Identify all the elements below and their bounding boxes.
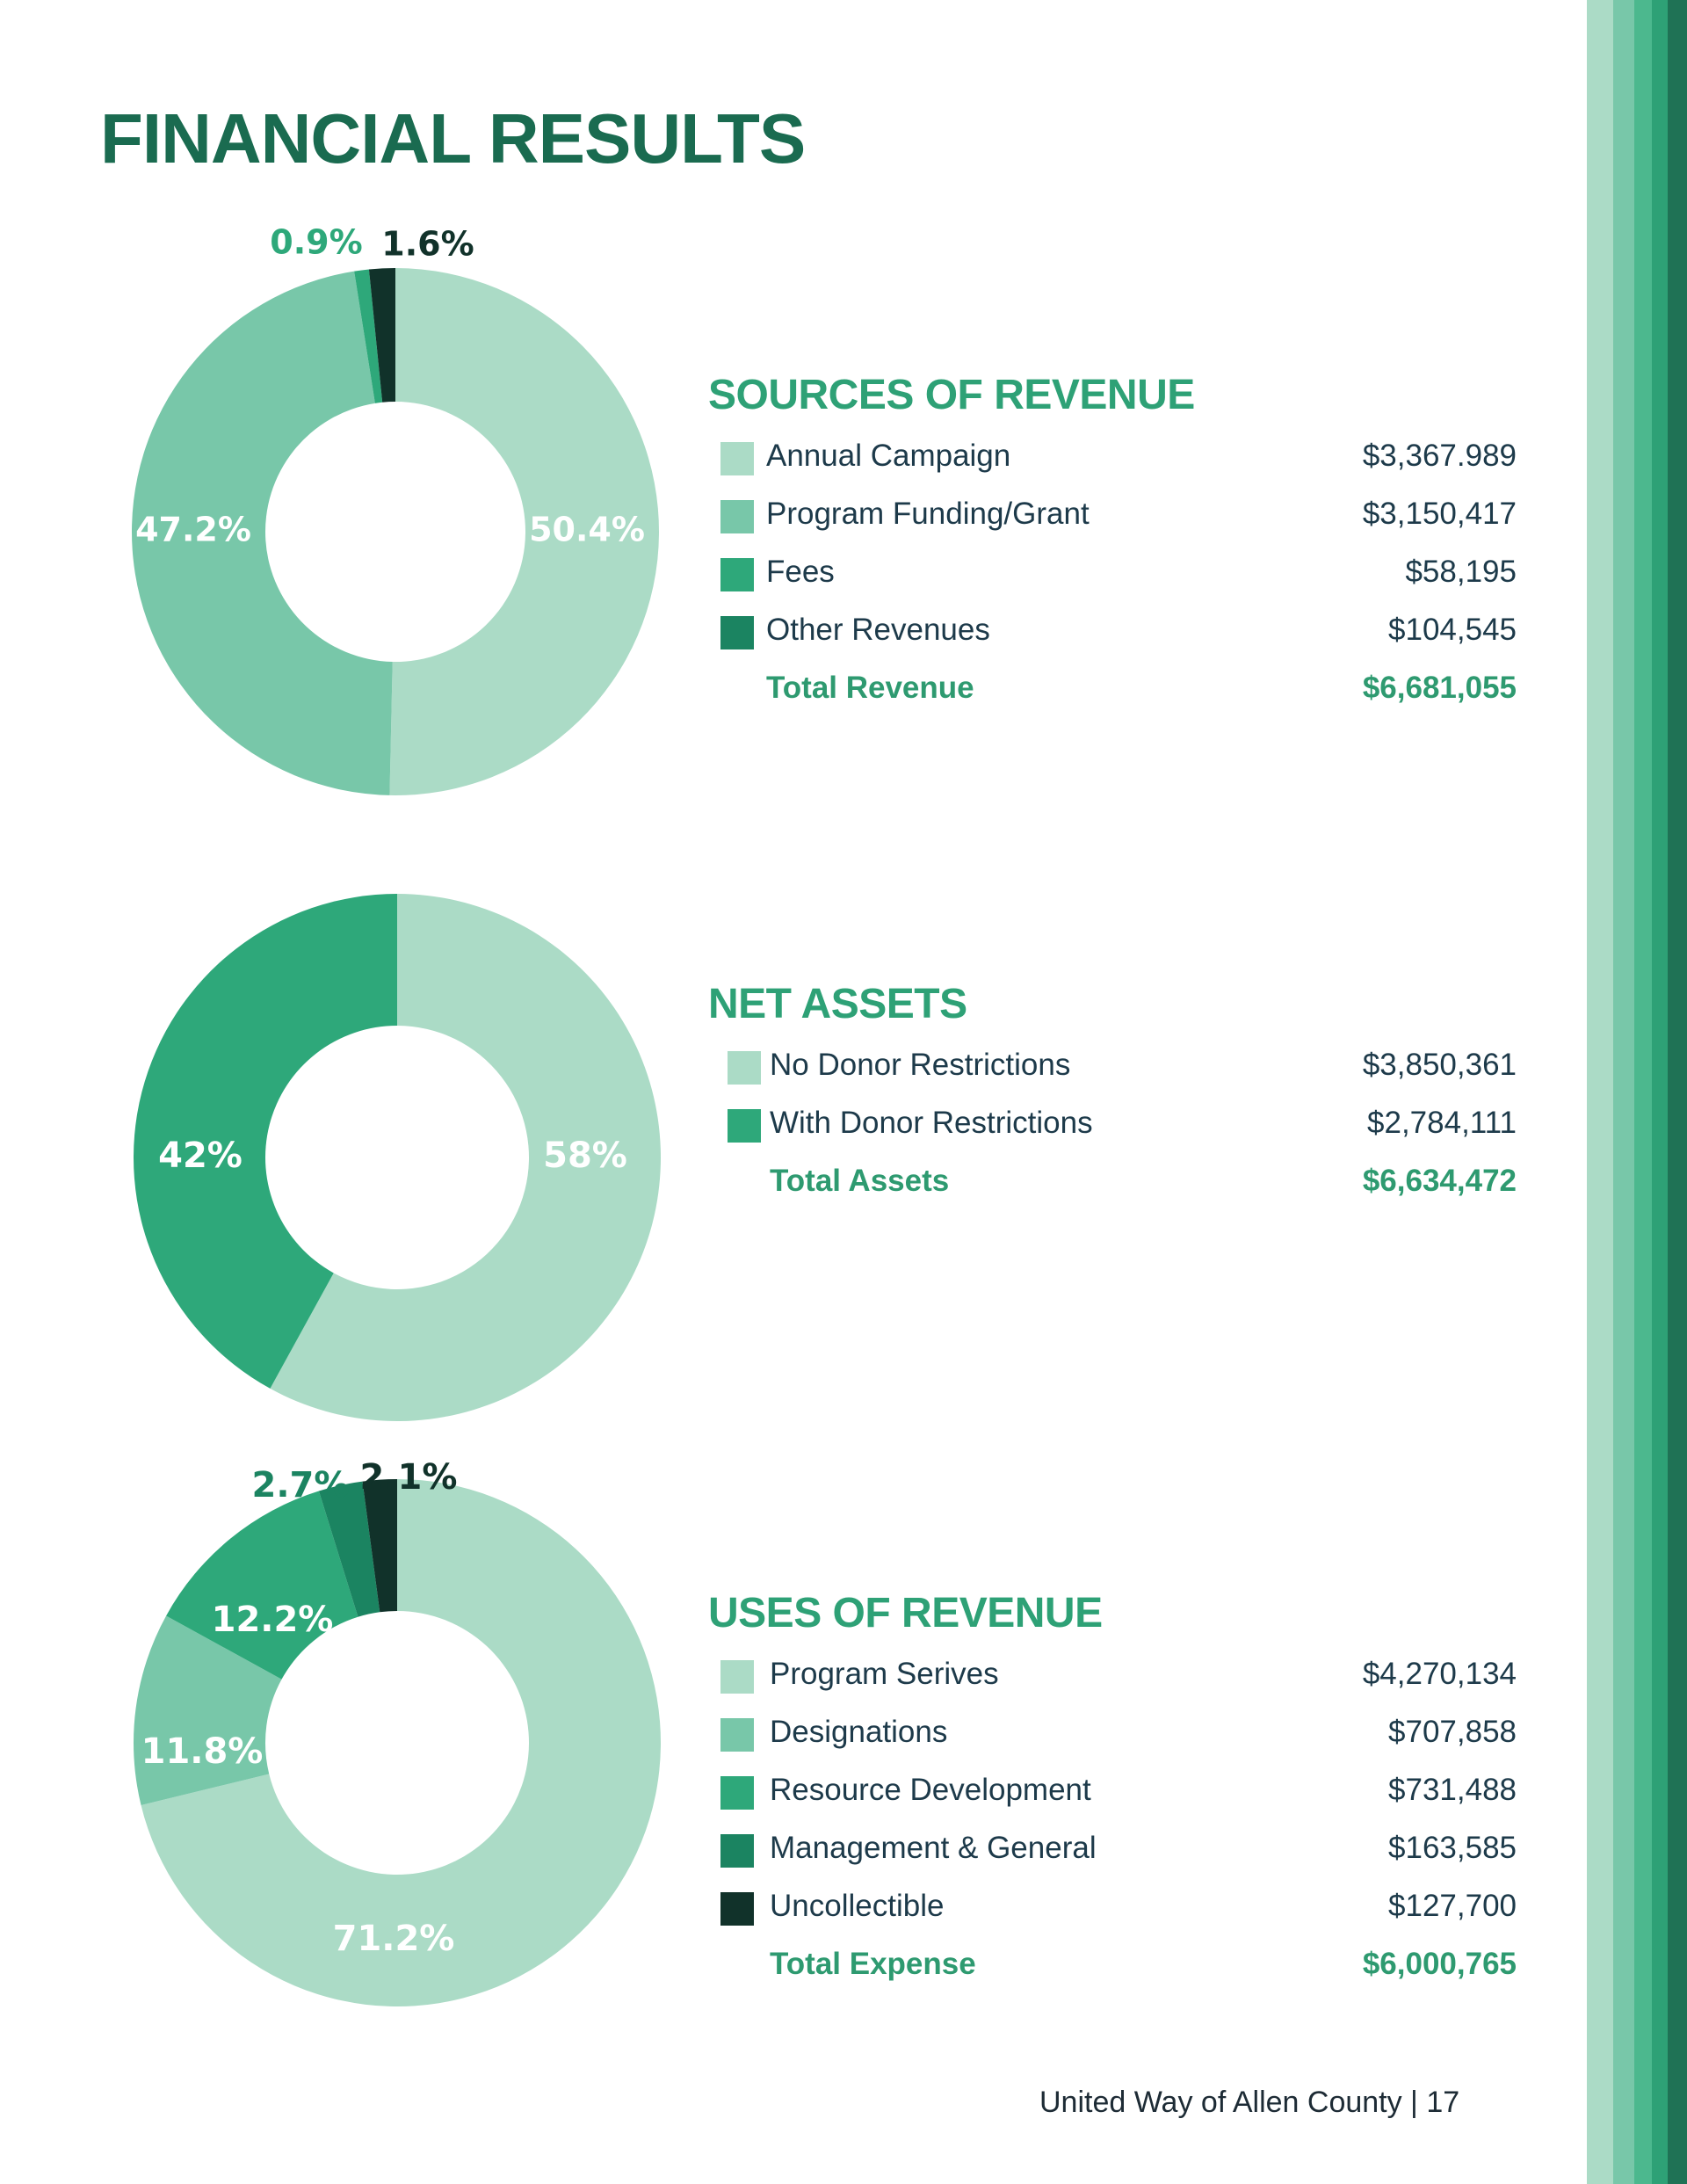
total-label: Total Assets [770,1164,950,1198]
legend-label: Other Revenues [766,613,990,647]
legend-label: Fees [766,555,835,589]
percent-label: 71.2% [332,1919,455,1959]
legend-amount: $2,784,111 [1367,1106,1517,1140]
legend-row-uncollectible [708,1889,1517,1947]
legend-swatch [720,616,754,649]
legend-swatch [720,1892,754,1926]
total-amount: $6,634,472 [1362,1164,1517,1198]
page-footer: United Way of Allen County | 17 [1039,2086,1460,2119]
revenue-uses-legend [708,1589,1517,2005]
legend-row-resource-development [708,1773,1517,1831]
legend-amount: $3,367.989 [1362,439,1517,473]
legend-amount: $707,858 [1388,1715,1517,1749]
legend-swatch [720,558,754,591]
legend-row-program-funding [708,497,1517,555]
legend-swatch [720,500,754,533]
legend-swatch [720,442,754,475]
decorative-side-stripes [1587,0,1687,2184]
page-title: FINANCIAL RESULTS [100,99,806,178]
legend-label: Program Funding/Grant [766,497,1090,531]
stripe [1668,0,1687,2184]
percent-label: 50.4% [529,510,645,549]
percent-label: 11.8% [141,1731,264,1772]
legend-swatch [720,1834,754,1868]
revenue-uses-donut-chart [105,1450,685,2030]
legend-label: Resource Development [770,1773,1091,1807]
legend-label: Management & General [770,1831,1097,1865]
percent-label: 0.9% [270,222,363,262]
net-assets-legend [708,980,1517,1222]
total-amount: $6,000,765 [1362,1947,1517,1981]
legend-swatch [720,1776,754,1810]
legend-amount: $104,545 [1388,613,1517,647]
stripe [1634,0,1652,2184]
legend-total-row [708,671,1517,729]
legend-amount: $3,150,417 [1362,497,1517,531]
revenue-sources-legend [708,371,1517,729]
legend-row-with-donor-restrictions [708,1106,1517,1164]
percent-label: 2.1% [359,1457,458,1498]
stripe [1587,0,1613,2184]
legend-label: Designations [770,1715,948,1749]
legend-label: Program Serives [770,1657,999,1691]
legend-label: Uncollectible [770,1889,945,1923]
legend-amount: $58,195 [1405,555,1517,589]
percent-label: 47.2% [135,510,251,549]
legend-amount: $4,270,134 [1362,1657,1517,1691]
percent-label: 12.2% [211,1600,334,1640]
legend-total-row [708,1164,1517,1222]
legend-swatch [720,1718,754,1752]
legend-amount: $3,850,361 [1362,1048,1517,1082]
legend-label: No Donor Restrictions [770,1048,1071,1082]
total-amount: $6,681,055 [1362,671,1517,705]
legend-row-no-donor-restrictions [708,1048,1517,1106]
legend-swatch [720,1660,754,1694]
percent-label: 42% [158,1136,243,1176]
legend-swatch [728,1051,761,1085]
stripe [1652,0,1668,2184]
legend-row-management-general [708,1831,1517,1889]
legend-row-fees [708,555,1517,613]
legend-label: With Donor Restrictions [770,1106,1093,1140]
legend-amount: $163,585 [1388,1831,1517,1865]
total-label: Total Expense [770,1947,976,1981]
legend-row-annual-campaign [708,439,1517,497]
stripe [1613,0,1634,2184]
legend-amount: $127,700 [1388,1889,1517,1923]
legend-row-designations [708,1715,1517,1773]
legend-total-row [708,1947,1517,2005]
section-title: USES OF REVENUE [708,1590,1103,1636]
net-assets-donut-chart [105,870,685,1450]
revenue-sources-donut-chart [105,220,685,817]
legend-swatch [728,1109,761,1143]
section-title: NET ASSETS [708,981,967,1027]
legend-row-other-revenues [708,613,1517,671]
legend-label: Annual Campaign [766,439,1011,473]
percent-label: 2.7% [251,1465,350,1506]
legend-row-program-services [708,1657,1517,1715]
legend-amount: $731,488 [1388,1773,1517,1807]
percent-label: 1.6% [381,224,474,264]
total-label: Total Revenue [766,671,974,705]
section-title: SOURCES OF REVENUE [708,372,1195,418]
percent-label: 58% [543,1136,627,1176]
